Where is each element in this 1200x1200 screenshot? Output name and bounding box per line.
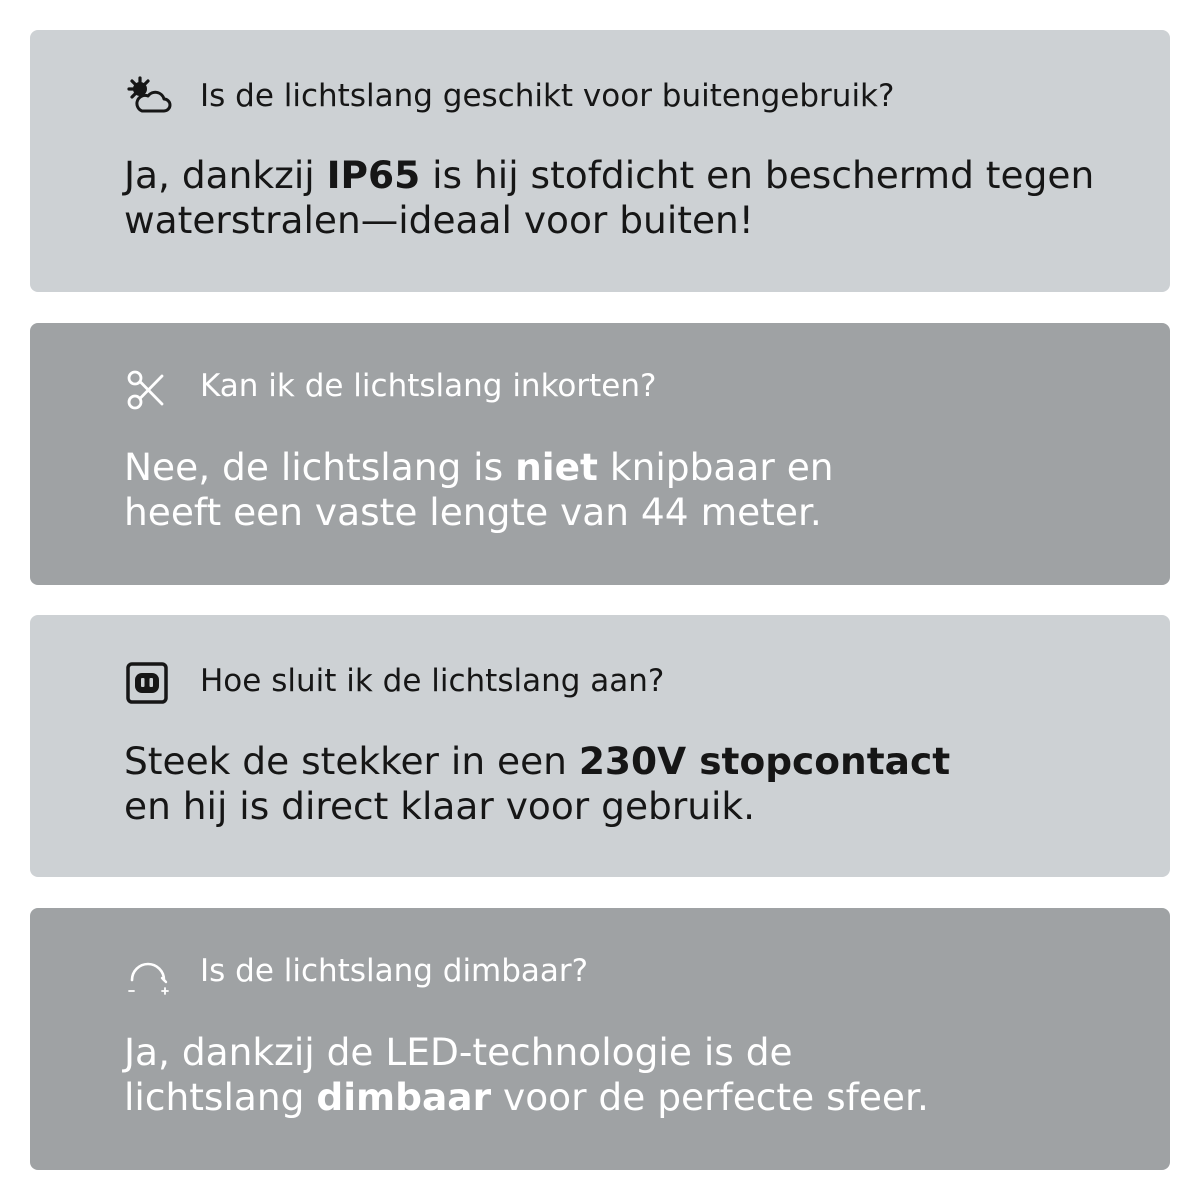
faq-card-connect [30,615,1170,877]
faq-answer: Ja, dankzij de LED-technologie is de lichtslang dimbaar voor de perfecte sfeer. [124,1030,929,1119]
power-outlet-icon [124,660,172,708]
faq-question: Kan ik de lichtslang inkorten? [200,368,657,404]
faq-card-dimmable [30,908,1170,1170]
scissors-icon [124,366,172,414]
dimmer-icon [124,950,172,998]
faq-answer: Ja, dankzij IP65 is hij stofdicht en beschermd tegen waterstralen—ideaal voor buiten! [124,153,1095,242]
faq-answer: Steek de stekker in een 230V stopcontact en hij is direct klaar voor gebruik. [124,739,951,828]
sun-cloud-icon [124,75,172,123]
faq-question: Is de lichtslang geschikt voor buitengebruik? [200,78,895,114]
faq-question: Hoe sluit ik de lichtslang aan? [200,663,665,699]
faq-question: Is de lichtslang dimbaar? [200,953,589,989]
faq-answer: Nee, de lichtslang is niet knipbaar en heeft een vaste lengte van 44 meter. [124,445,834,534]
faq-card-shorten [30,323,1170,585]
faq-card-outdoor-use [30,30,1170,292]
